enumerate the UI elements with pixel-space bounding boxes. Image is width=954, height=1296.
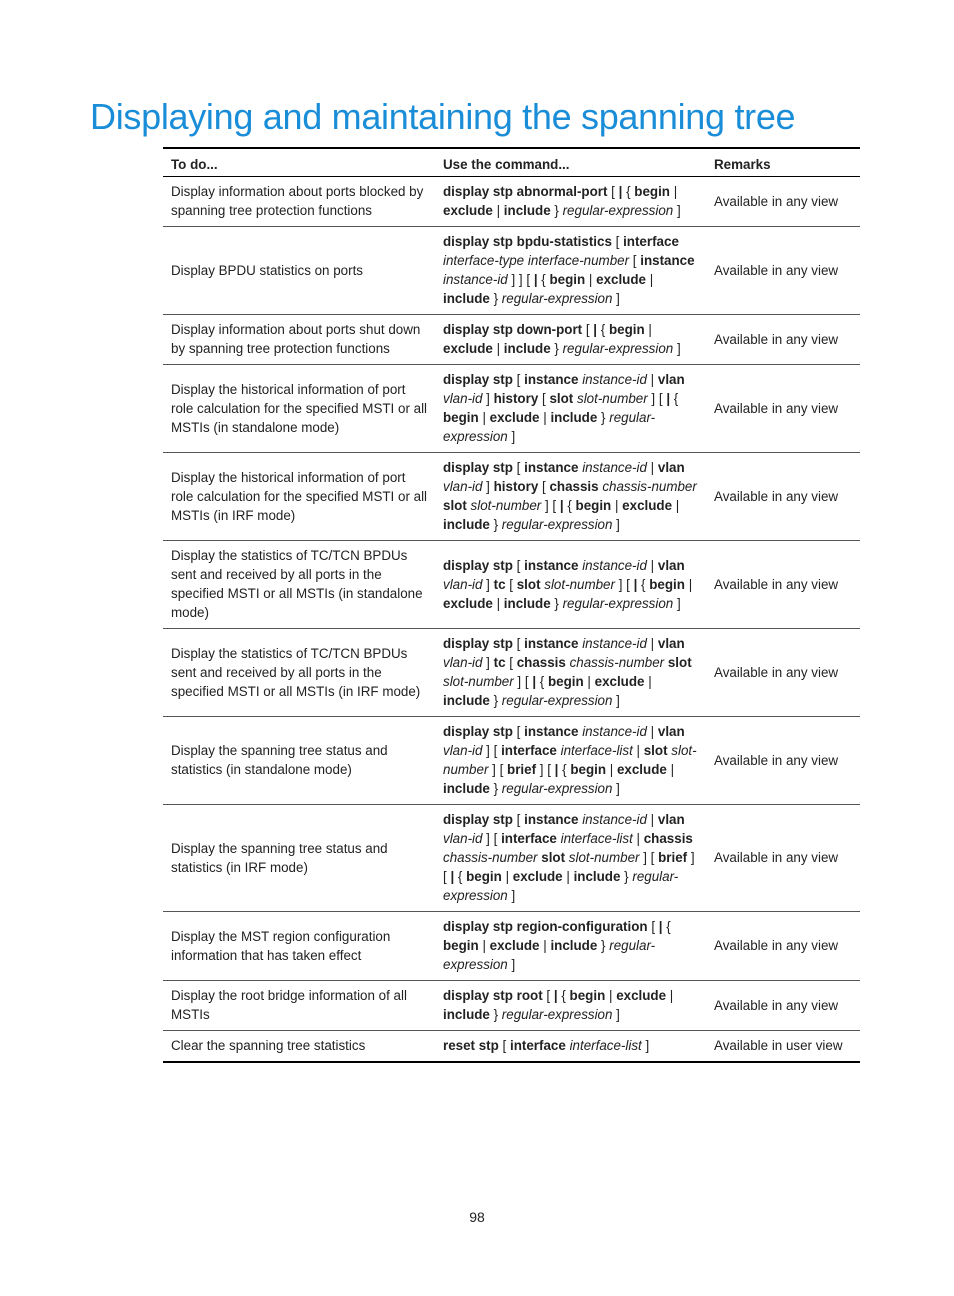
remarks-cell: Available in user view bbox=[706, 1031, 860, 1063]
command-syntax: [ bbox=[582, 322, 594, 337]
command-keyword: | bbox=[658, 919, 663, 934]
command-keyword: brief bbox=[507, 762, 537, 777]
command-syntax: | bbox=[606, 762, 617, 777]
command-syntax: } bbox=[550, 341, 563, 356]
remarks-cell: Available in any view bbox=[706, 629, 860, 717]
command-keyword: display stp down-port bbox=[443, 322, 583, 337]
command-syntax: ] [ bbox=[513, 674, 533, 689]
command-syntax: ] [ bbox=[647, 391, 667, 406]
command-syntax: [ bbox=[607, 184, 619, 199]
command-argument: regular-expression bbox=[562, 203, 674, 218]
command-cell bbox=[435, 315, 706, 365]
command-syntax: { bbox=[557, 988, 570, 1003]
command-syntax: [ bbox=[512, 372, 525, 387]
command-keyword: instance bbox=[524, 636, 579, 651]
command-syntax: ] [ bbox=[443, 850, 695, 884]
command-table bbox=[163, 147, 860, 1063]
remarks-cell: Available in any view bbox=[706, 365, 860, 453]
command-syntax: ] ] [ bbox=[507, 272, 534, 287]
command-argument: interface-type interface-number bbox=[443, 253, 630, 268]
command-keyword: begin bbox=[443, 410, 479, 425]
command-syntax: ] bbox=[482, 655, 494, 670]
table-row bbox=[163, 177, 860, 227]
command-keyword: begin bbox=[649, 576, 685, 592]
table-row bbox=[163, 227, 860, 315]
command-keyword: begin bbox=[549, 272, 586, 287]
command-keyword: vlan bbox=[657, 460, 685, 475]
command-syntax: } bbox=[489, 1007, 502, 1022]
command-keyword: display stp bbox=[443, 636, 513, 651]
command-cell bbox=[435, 912, 706, 981]
command-syntax: } bbox=[489, 781, 502, 796]
command-syntax: [ bbox=[629, 253, 641, 268]
command-syntax: ] bbox=[673, 595, 681, 611]
command-keyword: begin bbox=[466, 869, 502, 884]
todo-cell: Display the statistics of TC/TCN BPDUs sent and received by all ports in the specified MSTI or all MSTIs (in IRF mode) bbox=[163, 629, 435, 717]
command-syntax: | bbox=[670, 184, 678, 199]
command-keyword: | bbox=[593, 322, 598, 337]
command-keyword: include bbox=[443, 1007, 490, 1022]
command-syntax: { bbox=[558, 762, 571, 777]
command-keyword: instance bbox=[524, 724, 579, 739]
todo-cell: Display the historical information of port role calculation for the specified MSTI or all MSTIs (in standalone mode) bbox=[163, 365, 435, 453]
command-keyword: reset stp bbox=[443, 1038, 499, 1053]
command-keyword: | bbox=[533, 272, 538, 287]
command-argument: instance-id bbox=[582, 724, 647, 739]
command-syntax: | bbox=[585, 272, 597, 287]
command-keyword: exclude bbox=[512, 869, 563, 884]
command-argument: interface-list bbox=[560, 743, 633, 758]
command-syntax: { bbox=[597, 322, 609, 337]
command-syntax: { bbox=[454, 869, 467, 884]
table-row bbox=[163, 365, 860, 453]
command-syntax: | bbox=[539, 410, 551, 425]
remarks-cell: Available in any view bbox=[706, 912, 860, 981]
command-keyword: | bbox=[633, 576, 638, 592]
command-argument: regular-expression bbox=[501, 693, 613, 708]
page-number: 98 bbox=[469, 1209, 485, 1225]
command-syntax: | bbox=[646, 272, 654, 287]
command-syntax: ] [ bbox=[536, 762, 555, 777]
command-syntax: | bbox=[646, 724, 658, 739]
command-syntax: | bbox=[644, 674, 652, 689]
command-keyword: include bbox=[443, 291, 490, 306]
command-keyword: display stp bpdu-statistics bbox=[443, 234, 612, 249]
command-syntax: | bbox=[646, 812, 658, 827]
remarks-cell: Available in any view bbox=[706, 227, 860, 315]
command-keyword: | bbox=[559, 498, 564, 513]
command-syntax: | bbox=[492, 341, 504, 356]
command-keyword: vlan bbox=[657, 557, 685, 573]
command-keyword: slot bbox=[541, 850, 566, 865]
command-keyword: display stp bbox=[443, 372, 513, 387]
command-argument: regular-expression bbox=[501, 781, 613, 796]
header-command: Use the command... bbox=[443, 157, 570, 172]
command-syntax: | bbox=[478, 938, 490, 953]
remarks-cell: Available in any view bbox=[706, 315, 860, 365]
command-keyword: display stp abnormal-port bbox=[443, 184, 608, 199]
command-argument: slot-number bbox=[577, 391, 648, 406]
table-row bbox=[163, 315, 860, 365]
command-argument: slot-number bbox=[568, 850, 640, 865]
command-keyword: chassis bbox=[643, 831, 693, 846]
command-syntax: | bbox=[539, 938, 551, 953]
command-keyword: begin bbox=[569, 988, 606, 1003]
command-syntax: | bbox=[492, 595, 504, 611]
command-cell bbox=[435, 453, 706, 541]
command-keyword: tc bbox=[493, 576, 506, 592]
command-syntax: | bbox=[646, 636, 658, 651]
command-argument: interface-list bbox=[560, 831, 633, 846]
command-keyword: instance bbox=[640, 253, 695, 268]
command-syntax: | bbox=[644, 322, 652, 337]
table-row bbox=[163, 629, 860, 717]
command-syntax: ] bbox=[482, 576, 494, 592]
command-syntax: { bbox=[537, 272, 550, 287]
command-argument: instance-id bbox=[582, 557, 647, 573]
command-syntax: [ bbox=[647, 919, 659, 934]
command-keyword: exclude bbox=[616, 988, 667, 1003]
command-argument: regular-expression bbox=[562, 341, 674, 356]
command-keyword: instance bbox=[524, 460, 579, 475]
command-syntax: | bbox=[646, 372, 658, 387]
command-keyword: display stp bbox=[443, 557, 513, 573]
command-syntax: ] bbox=[673, 203, 681, 218]
command-keyword: exclude bbox=[616, 762, 667, 777]
command-cell bbox=[435, 717, 706, 805]
command-syntax: | bbox=[684, 576, 693, 592]
command-keyword: include bbox=[550, 410, 598, 425]
command-syntax: | bbox=[583, 674, 595, 689]
command-syntax: | bbox=[492, 203, 504, 218]
command-cell bbox=[435, 981, 706, 1031]
command-keyword: | bbox=[532, 674, 537, 689]
command-syntax: { bbox=[622, 184, 635, 199]
command-keyword: instance bbox=[524, 557, 579, 573]
command-keyword: include bbox=[503, 203, 551, 218]
remarks-cell: Available in any view bbox=[706, 541, 860, 629]
remarks-cell: Available in any view bbox=[706, 981, 860, 1031]
command-keyword: slot bbox=[549, 391, 574, 406]
command-syntax: } bbox=[597, 938, 610, 953]
command-syntax: | bbox=[632, 743, 644, 758]
command-keyword: slot bbox=[443, 498, 467, 513]
command-keyword: brief bbox=[658, 850, 688, 865]
command-keyword: display stp bbox=[443, 724, 513, 739]
todo-cell: Clear the spanning tree statistics bbox=[163, 1031, 435, 1063]
command-cell bbox=[435, 177, 706, 227]
todo-cell: Display the spanning tree status and statistics (in standalone mode) bbox=[163, 717, 435, 805]
todo-cell: Display the spanning tree status and statistics (in IRF mode) bbox=[163, 805, 435, 912]
command-syntax: [ bbox=[512, 636, 525, 651]
command-syntax: | bbox=[666, 988, 674, 1003]
command-keyword: slot bbox=[643, 743, 668, 758]
command-keyword: vlan bbox=[657, 372, 685, 387]
command-keyword: chassis bbox=[516, 655, 566, 670]
command-syntax: [ bbox=[538, 479, 550, 494]
command-syntax: { bbox=[563, 498, 576, 513]
command-syntax: ] bbox=[612, 781, 620, 796]
command-syntax: [ bbox=[512, 460, 525, 475]
header-remarks: Remarks bbox=[714, 157, 771, 172]
command-keyword: include bbox=[503, 341, 551, 356]
remarks-cell: Available in any view bbox=[706, 717, 860, 805]
command-keyword: vlan bbox=[657, 724, 685, 739]
table-body bbox=[163, 177, 860, 1063]
command-syntax: ] [ bbox=[488, 762, 508, 777]
command-syntax: [ bbox=[512, 557, 525, 573]
table-row bbox=[163, 717, 860, 805]
command-syntax: | bbox=[611, 498, 623, 513]
command-keyword: exclude bbox=[443, 341, 493, 356]
table-row bbox=[163, 805, 860, 912]
command-syntax: ] bbox=[612, 291, 620, 306]
command-keyword: begin bbox=[547, 674, 584, 689]
command-keyword: slot bbox=[516, 576, 541, 592]
command-keyword: | bbox=[618, 184, 623, 199]
command-syntax: ] [ bbox=[541, 498, 560, 513]
command-syntax: ] [ bbox=[639, 850, 659, 865]
command-argument: slot-number bbox=[544, 576, 615, 592]
command-keyword: exclude bbox=[622, 498, 673, 513]
command-keyword: include bbox=[443, 781, 490, 796]
command-syntax: ] bbox=[507, 888, 516, 903]
command-cell bbox=[435, 541, 706, 629]
command-keyword: include bbox=[503, 595, 551, 611]
command-keyword: begin bbox=[634, 184, 670, 199]
command-syntax: ] bbox=[612, 693, 620, 708]
command-syntax: | bbox=[666, 762, 675, 777]
table-header-row bbox=[163, 148, 860, 177]
command-keyword: display stp bbox=[443, 460, 513, 475]
command-syntax: ] bbox=[482, 479, 494, 494]
command-argument: slot-number bbox=[443, 743, 697, 777]
command-syntax: } bbox=[489, 291, 502, 306]
command-syntax: ] bbox=[641, 1038, 650, 1053]
command-keyword: begin bbox=[443, 938, 479, 953]
command-syntax: } bbox=[550, 595, 563, 611]
command-syntax: } bbox=[489, 517, 502, 532]
todo-cell: Display information about ports blocked by spanning tree protection functions bbox=[163, 177, 435, 227]
command-syntax: ] bbox=[482, 391, 494, 406]
command-keyword: exclude bbox=[594, 674, 645, 689]
command-argument: instance-id bbox=[582, 812, 647, 827]
command-keyword: interface bbox=[623, 234, 679, 249]
command-keyword: begin bbox=[570, 762, 607, 777]
command-argument: chassis-number bbox=[569, 655, 665, 670]
table-row bbox=[163, 912, 860, 981]
command-syntax: | bbox=[501, 869, 513, 884]
command-syntax: ] [ bbox=[482, 743, 502, 758]
command-argument: vlan-id bbox=[443, 655, 483, 670]
command-argument: chassis-number bbox=[443, 850, 538, 865]
table-row bbox=[163, 981, 860, 1031]
todo-cell: Display the statistics of TC/TCN BPDUs sent and received by all ports in the specified MSTI or all MSTIs (in standalone mode) bbox=[163, 541, 435, 629]
todo-cell: Display BPDU statistics on ports bbox=[163, 227, 435, 315]
command-keyword: begin bbox=[575, 498, 612, 513]
command-keyword: | bbox=[554, 762, 559, 777]
command-keyword: interface bbox=[510, 1038, 566, 1053]
command-argument: regular-expression bbox=[443, 869, 679, 903]
command-keyword: instance bbox=[524, 372, 579, 387]
command-syntax: ] bbox=[673, 341, 681, 356]
command-cell bbox=[435, 1031, 706, 1063]
command-argument: instance-id bbox=[582, 636, 647, 651]
command-syntax: ] [ bbox=[482, 831, 502, 846]
command-keyword: include bbox=[550, 938, 598, 953]
command-argument: vlan-id bbox=[443, 391, 483, 406]
command-keyword: include bbox=[573, 869, 621, 884]
command-syntax: { bbox=[536, 674, 548, 689]
command-syntax: [ bbox=[538, 391, 550, 406]
command-keyword: exclude bbox=[443, 203, 493, 218]
command-syntax: ] [ bbox=[614, 576, 634, 592]
command-syntax: | bbox=[632, 831, 644, 846]
command-argument: regular-expression bbox=[443, 410, 656, 444]
command-argument: vlan-id bbox=[443, 743, 483, 758]
table-row bbox=[163, 453, 860, 541]
todo-cell: Display information about ports shut down by spanning tree protection functions bbox=[163, 315, 435, 365]
command-syntax: [ bbox=[498, 1038, 510, 1053]
command-argument: instance-id bbox=[443, 272, 508, 287]
command-syntax: { bbox=[670, 391, 679, 406]
command-argument: vlan-id bbox=[443, 831, 483, 846]
remarks-cell: Available in any view bbox=[706, 805, 860, 912]
command-keyword: instance bbox=[524, 812, 579, 827]
command-keyword: exclude bbox=[489, 938, 540, 953]
command-argument: vlan-id bbox=[443, 479, 483, 494]
table-row bbox=[163, 541, 860, 629]
command-syntax: [ bbox=[505, 576, 517, 592]
table-row bbox=[163, 1031, 860, 1063]
command-argument: regular-expression bbox=[501, 291, 613, 306]
command-argument: regular-expression bbox=[501, 517, 613, 532]
command-syntax: [ bbox=[505, 655, 517, 670]
command-argument: instance-id bbox=[582, 372, 647, 387]
command-keyword: chassis bbox=[549, 479, 599, 494]
command-argument: slot-number bbox=[470, 498, 542, 513]
command-syntax: { bbox=[662, 919, 671, 934]
command-keyword: include bbox=[443, 693, 490, 708]
command-keyword: | bbox=[553, 988, 558, 1003]
command-syntax: | bbox=[605, 988, 617, 1003]
todo-cell: Display the MST region configuration information that has taken effect bbox=[163, 912, 435, 981]
todo-cell: Display the root bridge information of all MSTIs bbox=[163, 981, 435, 1031]
command-syntax: | bbox=[672, 498, 680, 513]
command-keyword: history bbox=[493, 479, 539, 494]
command-keyword: | bbox=[450, 869, 455, 884]
command-syntax: [ bbox=[611, 234, 624, 249]
page-title: Displaying and maintaining the spanning tree bbox=[90, 96, 796, 137]
todo-cell: Display the historical information of port role calculation for the specified MSTI or all MSTIs (in IRF mode) bbox=[163, 453, 435, 541]
command-keyword: interface bbox=[501, 831, 557, 846]
command-keyword: exclude bbox=[489, 410, 540, 425]
command-keyword: display stp bbox=[443, 812, 513, 827]
command-keyword: begin bbox=[608, 322, 645, 337]
command-argument: interface-list bbox=[569, 1038, 642, 1053]
remarks-cell: Available in any view bbox=[706, 453, 860, 541]
command-syntax: ] bbox=[507, 957, 516, 972]
command-keyword: exclude bbox=[443, 595, 493, 611]
command-cell bbox=[435, 227, 706, 315]
command-syntax: [ bbox=[512, 724, 525, 739]
command-cell bbox=[435, 805, 706, 912]
command-argument: regular-expression bbox=[443, 938, 656, 972]
command-keyword: display stp region-configuration bbox=[443, 919, 648, 934]
command-syntax: [ bbox=[512, 812, 525, 827]
command-keyword: tc bbox=[493, 655, 506, 670]
remarks-cell: Available in any view bbox=[706, 177, 860, 227]
command-syntax: | bbox=[478, 410, 490, 425]
command-syntax: ] bbox=[612, 517, 620, 532]
command-argument: regular-expression bbox=[562, 595, 674, 611]
command-keyword: interface bbox=[501, 743, 557, 758]
command-syntax: ] bbox=[507, 429, 516, 444]
command-syntax: } bbox=[550, 203, 563, 218]
command-keyword: slot bbox=[667, 655, 692, 670]
command-syntax: ] bbox=[612, 1007, 620, 1022]
command-syntax: | bbox=[646, 557, 658, 573]
command-cell bbox=[435, 365, 706, 453]
command-keyword: display stp root bbox=[443, 988, 543, 1003]
command-keyword: include bbox=[443, 517, 490, 532]
command-keyword: | bbox=[666, 391, 671, 406]
command-syntax: | bbox=[562, 869, 574, 884]
command-argument: slot-number bbox=[443, 674, 514, 689]
command-syntax: } bbox=[489, 693, 502, 708]
command-syntax: } bbox=[597, 410, 610, 425]
command-syntax: [ bbox=[542, 988, 554, 1003]
command-syntax: | bbox=[646, 460, 658, 475]
command-keyword: vlan bbox=[657, 636, 685, 651]
command-keyword: history bbox=[493, 391, 539, 406]
command-syntax: { bbox=[637, 576, 650, 592]
command-keyword: exclude bbox=[596, 272, 646, 287]
command-argument: regular-expression bbox=[501, 1007, 613, 1022]
command-argument: chassis-number bbox=[602, 479, 697, 494]
header-todo: To do... bbox=[171, 157, 218, 172]
command-argument: instance-id bbox=[582, 460, 647, 475]
command-cell bbox=[435, 629, 706, 717]
command-argument: vlan-id bbox=[443, 576, 483, 592]
command-syntax: } bbox=[620, 869, 633, 884]
command-keyword: vlan bbox=[657, 812, 685, 827]
